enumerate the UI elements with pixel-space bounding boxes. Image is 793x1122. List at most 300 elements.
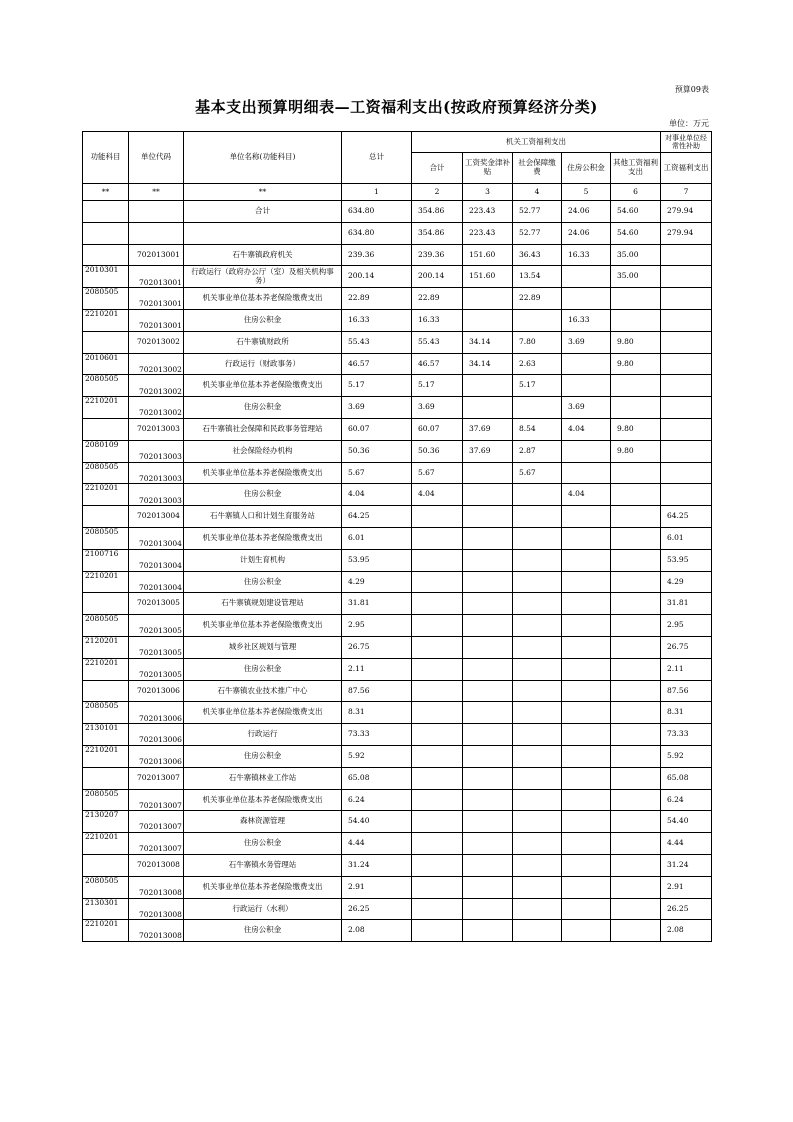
total-cell: 200.14 [342, 266, 412, 288]
organ-total-cell [412, 615, 463, 637]
organ-total-cell: 22.89 [412, 288, 463, 310]
func-code-cell [83, 222, 129, 244]
index-cell: 7 [661, 184, 712, 201]
unit-code-cell: 702013002 [129, 331, 184, 353]
unit-name-cell: 机关事业单位基本养老保险缴费支出 [184, 702, 342, 724]
organ-total-cell [412, 658, 463, 680]
unit-code-cell: 702013005 [129, 636, 184, 658]
table-row [83, 745, 712, 767]
total-cell: 60.07 [342, 418, 412, 440]
unit-code-cell: 702013006 [129, 680, 184, 702]
unit-name-cell: 石牛寨镇社会保障和民政事务管理站 [184, 418, 342, 440]
page-title: 基本支出预算明细表—工资福利支出(按政府预算经济分类) [195, 98, 598, 116]
housing-fund-cell [562, 854, 611, 876]
organ-total-cell [412, 571, 463, 593]
institution-salary-cell: 26.75 [661, 636, 712, 658]
func-code-cell: 2080505 [83, 375, 129, 397]
social-security-cell [513, 920, 562, 942]
other-welfare-cell [611, 571, 661, 593]
unit-name-cell: 住房公积金 [184, 484, 342, 506]
unit-name-cell: 住房公积金 [184, 658, 342, 680]
housing-fund-cell: 4.04 [562, 484, 611, 506]
table-row [83, 353, 712, 375]
salary-cell [463, 680, 513, 702]
salary-cell [463, 615, 513, 637]
other-welfare-cell [611, 615, 661, 637]
institution-salary-cell: 64.25 [661, 506, 712, 528]
institution-salary-cell: 5.92 [661, 745, 712, 767]
total-cell: 5.67 [342, 462, 412, 484]
total-cell: 55.43 [342, 331, 412, 353]
total-cell: 8.31 [342, 702, 412, 724]
organ-total-cell [412, 854, 463, 876]
housing-fund-cell [562, 920, 611, 942]
social-security-cell [513, 898, 562, 920]
institution-salary-cell [661, 440, 712, 462]
unit-name-cell: 石牛寨镇林业工作站 [184, 767, 342, 789]
total-cell: 6.01 [342, 527, 412, 549]
func-code-cell: 2210201 [83, 309, 129, 331]
unit-code-cell [129, 222, 184, 244]
organ-total-cell [412, 680, 463, 702]
other-welfare-cell: 9.80 [611, 353, 661, 375]
housing-fund-cell [562, 288, 611, 310]
total-cell: 2.91 [342, 876, 412, 898]
institution-salary-cell: 4.29 [661, 571, 712, 593]
salary-cell [463, 724, 513, 746]
other-welfare-cell [611, 506, 661, 528]
func-code-cell [83, 680, 129, 702]
func-code-cell: 2210201 [83, 745, 129, 767]
other-welfare-cell: 35.00 [611, 266, 661, 288]
unit-code-cell: 702013003 [129, 440, 184, 462]
index-cell: 1 [342, 184, 412, 201]
unit-name-cell: 森林资源管理 [184, 811, 342, 833]
other-welfare-cell: 9.80 [611, 418, 661, 440]
social-security-cell: 22.89 [513, 288, 562, 310]
salary-cell [463, 636, 513, 658]
other-welfare-cell: 35.00 [611, 244, 661, 266]
table-row [83, 920, 712, 942]
func-code-cell: 2010301 [83, 266, 129, 288]
salary-cell [463, 876, 513, 898]
total-cell: 2.08 [342, 920, 412, 942]
housing-fund-cell [562, 353, 611, 375]
institution-salary-cell [661, 353, 712, 375]
housing-fund-cell [562, 767, 611, 789]
table-row [83, 876, 712, 898]
institution-salary-cell [661, 397, 712, 419]
unit-code-cell: 702013008 [129, 876, 184, 898]
total-cell: 6.24 [342, 789, 412, 811]
table-row [83, 222, 712, 244]
institution-salary-cell: 31.24 [661, 854, 712, 876]
organ-total-cell: 239.36 [412, 244, 463, 266]
unit-name-cell: 石牛寨镇财政所 [184, 331, 342, 353]
table-row [83, 484, 712, 506]
header-unit-code: 单位代码 [129, 132, 184, 184]
unit-name-cell: 机关事业单位基本养老保险缴费支出 [184, 789, 342, 811]
unit-code-cell: 702013007 [129, 833, 184, 855]
index-cell: 6 [611, 184, 661, 201]
unit-code-cell: 702013001 [129, 266, 184, 288]
institution-salary-cell: 53.95 [661, 549, 712, 571]
organ-total-cell [412, 811, 463, 833]
total-cell: 87.56 [342, 680, 412, 702]
organ-total-cell [412, 745, 463, 767]
organ-total-cell: 5.67 [412, 462, 463, 484]
other-welfare-cell [611, 767, 661, 789]
social-security-cell [513, 527, 562, 549]
total-cell: 3.69 [342, 397, 412, 419]
salary-cell: 151.60 [463, 244, 513, 266]
organ-total-cell [412, 527, 463, 549]
organ-total-cell [412, 898, 463, 920]
social-security-cell [513, 724, 562, 746]
social-security-cell [513, 593, 562, 615]
unit-name-cell: 住房公积金 [184, 920, 342, 942]
housing-fund-cell [562, 724, 611, 746]
table-row [83, 615, 712, 637]
unit-name-cell: 机关事业单位基本养老保险缴费支出 [184, 288, 342, 310]
salary-cell [463, 658, 513, 680]
social-security-cell: 8.54 [513, 418, 562, 440]
institution-salary-cell: 73.33 [661, 724, 712, 746]
housing-fund-cell [562, 527, 611, 549]
func-code-cell: 2210201 [83, 920, 129, 942]
salary-cell [463, 462, 513, 484]
institution-salary-cell [661, 484, 712, 506]
table-row [83, 636, 712, 658]
social-security-cell [513, 571, 562, 593]
social-security-cell [513, 745, 562, 767]
social-security-cell [513, 767, 562, 789]
institution-salary-cell: 4.44 [661, 833, 712, 855]
other-welfare-cell [611, 593, 661, 615]
housing-fund-cell: 16.33 [562, 244, 611, 266]
table-row [83, 288, 712, 310]
salary-cell: 34.14 [463, 331, 513, 353]
table-row [83, 506, 712, 528]
organ-total-cell [412, 767, 463, 789]
institution-salary-cell: 31.81 [661, 593, 712, 615]
func-code-cell: 2100716 [83, 549, 129, 571]
unit-code-cell: 702013008 [129, 920, 184, 942]
table-row [83, 658, 712, 680]
salary-cell [463, 833, 513, 855]
func-code-cell: 2120201 [83, 636, 129, 658]
table-row [83, 833, 712, 855]
institution-salary-cell: 65.08 [661, 767, 712, 789]
unit-name-cell: 住房公积金 [184, 833, 342, 855]
table-row [83, 767, 712, 789]
organ-total-cell [412, 636, 463, 658]
form-number: 预算09表 [674, 85, 709, 94]
institution-salary-cell: 54.40 [661, 811, 712, 833]
unit-code-cell: 702013001 [129, 309, 184, 331]
institution-salary-cell [661, 266, 712, 288]
table-row [83, 266, 712, 288]
organ-total-cell [412, 702, 463, 724]
housing-fund-cell [562, 811, 611, 833]
header-salary: 工资奖金津补贴 [463, 153, 513, 184]
housing-fund-cell [562, 636, 611, 658]
func-code-cell: 2130301 [83, 898, 129, 920]
salary-cell [463, 549, 513, 571]
unit-name-cell: 合计 [184, 201, 342, 223]
func-code-cell [83, 593, 129, 615]
unit-code-cell [129, 201, 184, 223]
unit-code-cell: 702013007 [129, 789, 184, 811]
housing-fund-cell: 4.04 [562, 418, 611, 440]
social-security-cell: 5.67 [513, 462, 562, 484]
organ-total-cell: 46.57 [412, 353, 463, 375]
unit-code-cell: 702013002 [129, 397, 184, 419]
header-func-subject: 功能科目 [83, 132, 129, 184]
header-organ-total: 合计 [412, 153, 463, 184]
institution-salary-cell [661, 309, 712, 331]
organ-total-cell [412, 724, 463, 746]
housing-fund-cell [562, 375, 611, 397]
salary-cell [463, 527, 513, 549]
organ-total-cell [412, 549, 463, 571]
total-cell: 4.29 [342, 571, 412, 593]
index-cell: ** [129, 184, 184, 201]
institution-salary-cell: 2.91 [661, 876, 712, 898]
housing-fund-cell [562, 571, 611, 593]
housing-fund-cell: 24.06 [562, 201, 611, 223]
social-security-cell [513, 636, 562, 658]
unit-name-cell: 机关事业单位基本养老保险缴费支出 [184, 462, 342, 484]
housing-fund-cell [562, 702, 611, 724]
total-cell: 4.44 [342, 833, 412, 855]
social-security-cell [513, 615, 562, 637]
header-organ-group: 机关工资福利支出 [412, 132, 661, 153]
total-cell: 64.25 [342, 506, 412, 528]
social-security-cell [513, 833, 562, 855]
unit-name-cell: 住房公积金 [184, 309, 342, 331]
social-security-cell: 5.17 [513, 375, 562, 397]
total-cell: 4.04 [342, 484, 412, 506]
header-total: 总计 [342, 132, 412, 184]
unit-code-cell: 702013004 [129, 527, 184, 549]
total-cell: 5.92 [342, 745, 412, 767]
organ-total-cell: 55.43 [412, 331, 463, 353]
unit-name-cell: 行政运行（政府办公厅（室）及相关机构事务） [184, 266, 342, 288]
table-row [83, 854, 712, 876]
func-code-cell: 2130207 [83, 811, 129, 833]
organ-total-cell: 354.86 [412, 222, 463, 244]
other-welfare-cell [611, 397, 661, 419]
unit-code-cell: 702013002 [129, 375, 184, 397]
func-code-cell [83, 244, 129, 266]
header-social-security: 社会保障缴费 [513, 153, 562, 184]
unit-name-cell: 行政运行 [184, 724, 342, 746]
total-cell: 65.08 [342, 767, 412, 789]
index-cell: ** [184, 184, 342, 201]
unit-code-cell: 702013003 [129, 418, 184, 440]
other-welfare-cell [611, 833, 661, 855]
other-welfare-cell [611, 898, 661, 920]
housing-fund-cell [562, 680, 611, 702]
housing-fund-cell [562, 506, 611, 528]
organ-total-cell: 16.33 [412, 309, 463, 331]
header-institution-salary: 工资福利支出 [661, 153, 712, 184]
func-code-cell: 2080505 [83, 462, 129, 484]
total-cell: 26.75 [342, 636, 412, 658]
other-welfare-cell: 9.80 [611, 440, 661, 462]
func-code-cell: 2080505 [83, 527, 129, 549]
institution-salary-cell: 2.11 [661, 658, 712, 680]
table-row [83, 440, 712, 462]
housing-fund-cell: 16.33 [562, 309, 611, 331]
table-row [83, 309, 712, 331]
table-row [83, 331, 712, 353]
unit-code-cell: 702013005 [129, 658, 184, 680]
unit-code-cell: 702013003 [129, 484, 184, 506]
housing-fund-cell [562, 549, 611, 571]
social-security-cell [513, 811, 562, 833]
index-cell: 5 [562, 184, 611, 201]
housing-fund-cell [562, 658, 611, 680]
housing-fund-cell [562, 876, 611, 898]
header-row-1 [83, 132, 712, 153]
total-cell: 54.40 [342, 811, 412, 833]
social-security-cell [513, 680, 562, 702]
unit-name-cell: 石牛寨镇政府机关 [184, 244, 342, 266]
housing-fund-cell [562, 833, 611, 855]
organ-total-cell [412, 506, 463, 528]
other-welfare-cell [611, 854, 661, 876]
other-welfare-cell: 54.60 [611, 222, 661, 244]
unit-name-cell: 机关事业单位基本养老保险缴费支出 [184, 615, 342, 637]
institution-salary-cell [661, 418, 712, 440]
header-other-welfare: 其他工资福利支出 [611, 153, 661, 184]
func-code-cell: 2210201 [83, 571, 129, 593]
organ-total-cell [412, 789, 463, 811]
func-code-cell [83, 506, 129, 528]
social-security-cell: 2.63 [513, 353, 562, 375]
housing-fund-cell [562, 745, 611, 767]
func-code-cell [83, 767, 129, 789]
institution-salary-cell [661, 331, 712, 353]
salary-cell: 223.43 [463, 222, 513, 244]
other-welfare-cell [611, 724, 661, 746]
social-security-cell [513, 484, 562, 506]
housing-fund-cell: 3.69 [562, 331, 611, 353]
table-row [83, 789, 712, 811]
other-welfare-cell [611, 702, 661, 724]
unit-name-cell: 住房公积金 [184, 397, 342, 419]
institution-salary-cell [661, 288, 712, 310]
other-welfare-cell [611, 549, 661, 571]
institution-salary-cell: 2.08 [661, 920, 712, 942]
salary-cell: 223.43 [463, 201, 513, 223]
other-welfare-cell [611, 680, 661, 702]
housing-fund-cell: 3.69 [562, 397, 611, 419]
unit-name-cell: 机关事业单位基本养老保险缴费支出 [184, 527, 342, 549]
salary-cell [463, 811, 513, 833]
salary-cell [463, 593, 513, 615]
unit-code-cell: 702013005 [129, 615, 184, 637]
index-cell: ** [83, 184, 129, 201]
unit-name-cell: 行政运行（水利） [184, 898, 342, 920]
salary-cell: 37.69 [463, 440, 513, 462]
total-cell: 634.80 [342, 201, 412, 223]
salary-cell: 151.60 [463, 266, 513, 288]
social-security-cell [513, 876, 562, 898]
total-cell: 634.80 [342, 222, 412, 244]
institution-salary-cell: 6.24 [661, 789, 712, 811]
salary-cell [463, 854, 513, 876]
unit-code-cell: 702013005 [129, 593, 184, 615]
other-welfare-cell [611, 484, 661, 506]
func-code-cell [83, 201, 129, 223]
header-institution-group: 对事业单位经常性补助 [661, 132, 712, 153]
func-code-cell: 2210201 [83, 397, 129, 419]
func-code-cell: 2080109 [83, 440, 129, 462]
header-unit-name: 单位名称(功能科目) [184, 132, 342, 184]
total-cell: 2.95 [342, 615, 412, 637]
salary-cell [463, 789, 513, 811]
institution-salary-cell: 87.56 [661, 680, 712, 702]
institution-salary-cell: 8.31 [661, 702, 712, 724]
unit-name-cell: 石牛寨镇水务管理站 [184, 854, 342, 876]
salary-cell: 37.69 [463, 418, 513, 440]
unit-code-cell: 702013002 [129, 353, 184, 375]
unit-name-cell: 住房公积金 [184, 571, 342, 593]
unit-label: 单位：万元 [669, 119, 709, 128]
other-welfare-cell [611, 811, 661, 833]
organ-total-cell: 4.04 [412, 484, 463, 506]
unit-code-cell: 702013007 [129, 811, 184, 833]
social-security-cell [513, 702, 562, 724]
salary-cell: 34.14 [463, 353, 513, 375]
unit-code-cell: 702013001 [129, 244, 184, 266]
housing-fund-cell [562, 266, 611, 288]
housing-fund-cell [562, 615, 611, 637]
other-welfare-cell [611, 288, 661, 310]
unit-code-cell: 702013004 [129, 506, 184, 528]
unit-name-cell: 石牛寨镇农业技术推广中心 [184, 680, 342, 702]
institution-salary-cell [661, 244, 712, 266]
table-row [83, 593, 712, 615]
social-security-cell [513, 397, 562, 419]
other-welfare-cell: 9.80 [611, 331, 661, 353]
table-row [83, 201, 712, 223]
unit-name-cell [184, 222, 342, 244]
total-cell: 53.95 [342, 549, 412, 571]
index-cell: 2 [412, 184, 463, 201]
other-welfare-cell: 54.60 [611, 201, 661, 223]
unit-name-cell: 机关事业单位基本养老保险缴费支出 [184, 375, 342, 397]
func-code-cell: 2080505 [83, 615, 129, 637]
unit-name-cell: 石牛寨镇规划建设管理站 [184, 593, 342, 615]
unit-code-cell: 702013003 [129, 462, 184, 484]
organ-total-cell [412, 833, 463, 855]
func-code-cell: 2080505 [83, 288, 129, 310]
table-row [83, 811, 712, 833]
index-row [83, 184, 712, 201]
table-row [83, 397, 712, 419]
organ-total-cell [412, 920, 463, 942]
unit-name-cell: 城乡社区规划与管理 [184, 636, 342, 658]
total-cell: 5.17 [342, 375, 412, 397]
func-code-cell: 2210201 [83, 833, 129, 855]
func-code-cell: 2210201 [83, 658, 129, 680]
table-row [83, 244, 712, 266]
organ-total-cell: 5.17 [412, 375, 463, 397]
